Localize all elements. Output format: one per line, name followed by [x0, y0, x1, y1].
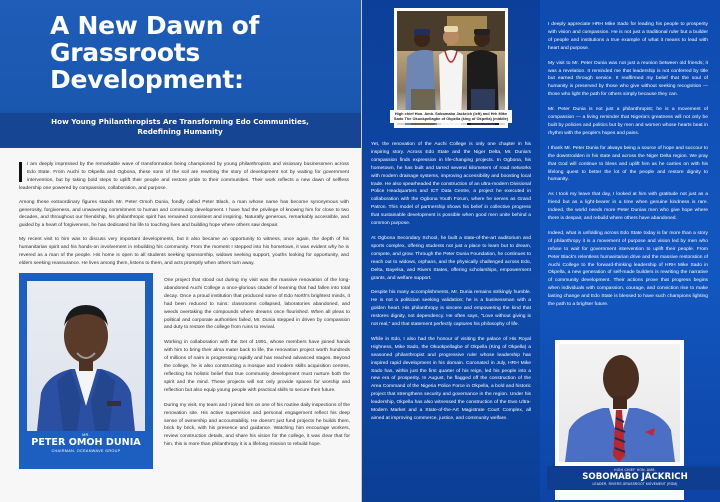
intro-paragraph: I am deeply impressed by the remarkable wave of transformation being championed by young philanthropists and visionary businessmen across Edo State. From Auchi to Okpella and Ogbona, these sons of the soil are rewriting the story of development not by waiting for government intervention, but by taking bold steps to uplift their people and restore pride to their communities. Their work reflects a new dawn of selfless leadership one powered by compassion, collaboration, and purpose.: [19, 162, 349, 191]
intro-text: [19, 161, 349, 274]
caption-name: PETER OMOH DUNIA: [31, 437, 141, 448]
sobomabo-jackrich-caption: [547, 466, 720, 490]
body-paragraph: Despite his many accomplishments, Mr. Dunia remains strikingly humble. He is not a politician seeking validation; he is a businessman with a golden heart. His philanthropy is sincere and empowering the kind that restores dignity, not dependency. He often says, "Love without giving is not real," and that statement perfectly captures his philosophy of life.: [371, 290, 531, 328]
body-paragraph: While in Edo, I also had the honour of visiting the palace of His Royal Highness, Mike Sado, the Okuokpellagbe of Okpella (King of Okpella) a seasoned philanthropist and progressive ruler whose leadership has inspired rapid development in his domain. Coronated in July, HRH Mike Sado has, within just the first quarter of his reign, led his people into a new era of prosperity. In August, he flagged off the construction of the Area Command of the Nigeria Police Force in Okpella, a bold and historic project that strengthens security and governance in the region. Under his leadership, Okpella has also witnessed the construction of the Ewo Ultra-Modern Market and a State-of-the-Art Magistrate Court Complex, all aimed at improving commerce, justice, and community welfare.: [371, 336, 531, 421]
body-paragraph: Working in collaboration with the Set of 1991, whose members have joined hands with him to bring their alma mater back to life, the renovation project worth hundreds of millions of nairs is progressing rapidly and has reached advanced stages. Beyond the college, he is also constructing a mosque and modern skills acquisition centres, reflecting his holistic belief that true community development must nurture both the spirit and the mind. These projects will not only provide spaces for worship and reflection but also equip young people with practical skills to secure their future.: [164, 340, 350, 393]
left-column-2: [164, 277, 350, 456]
body-paragraph: Yet, the renovation of the Auchi College is only one chapter in his inspiring story. Across Edo State and the Niger Delta, Mr. Dunia's compassion finds expression in life-changing projects. In Ogbona, his hometown, he has built and tarred several kilometers of road networks with modern drainage systems, improving accessibility and boosting local trade. He also spearheaded the construction of an ultra-modern Divisional Police Headquarters and ICT Data Centre, a project he executed in collaboration with the Ogbona Youth Forum, where he serves as Grand Patron. This model of partnership shows his belief in collective progress that sustainable development is possible when good men unite behind a common purpose.: [371, 142, 531, 227]
body-paragraph: As I took my leave that day, I looked at him with gratitude not just as a friend but as a light-bearer in a time when genuine kindness is rare. Indeed, the world needs more Peter Dunias men who give hope where there is despair, and rebuild where others have abandoned.: [548, 192, 708, 222]
drop-cap-bar: [19, 162, 22, 182]
body-paragraph: Mr. Peter Dunia is not just a philanthropist; he is a movement of compassion — a living reminder that Nigeria's greatness will not only be built by policies and politics but by men and women whose hearts beat in rhythm with the people's hopes and pains.: [548, 107, 708, 136]
right-column-1: [371, 141, 531, 430]
group-figures-icon: [397, 11, 505, 125]
subheadline: How Young Philanthropists Are Transforming Edo Communities, Redefining Humanity: [51, 117, 309, 136]
caption-role: LEADER, RIVERS GRASSROOT MOVEMENT (RGM): [592, 482, 678, 486]
body-paragraph: I thank Mr. Peter Dunia for always being a source of hope and succour to the downtrodden in his state and across the Niger Delta region. We pray that God will continue to bless and uplift him as he carries on with his lifelong quest to better the lot of the people and restore dignity to humanity.: [548, 145, 708, 183]
headline: A New Dawn of Grassroots Development:: [50, 11, 260, 94]
body-paragraph: I deeply appreciate HRH Mike Sado for leading his people to prosperity with vision and compassion. He is not just a traditional ruler but a builder of people and institutions a true example of what it means to lead with heart and purpose.: [548, 22, 708, 51]
intro-paragraph: Among these extraordinary figures stands Mr. Peter Omoh Dunia, fondly called Peter Black, a man whose name has become synonymous with generosity, forgiveness, and unwavering commitment to human and community development. I have had the privilege of knowing him for close to two decades, and throughout our friendship, his philanthropic spirit has remained consistent and inspiring. Naturally generous, remarkably accessible, and guided by a heart of forgiveness, he has dedicated his life to touching lives and building hope where others saw despair.: [19, 199, 349, 229]
intro-paragraph: My recent visit to him was to discuss very important developments, but it also became an opportunity to witness, once again, the depth of his humanitarian spirit and his hands-on involvement in rebuilding his community. From the moment I stepped into his hometown, it was evident why he is revered as a man of the people. His home is open to all students seeking sponsorship, widows seeking support, youths looking for opportunity, and elders seeking reassurance. He lives among them, listens to them, and acts promptly when others turn away.: [19, 237, 349, 266]
caption-honorific: HIGH CHIEF HON. AMB.: [614, 468, 656, 472]
right-column-2: [548, 21, 708, 316]
body-paragraph: Indeed, what is unfolding across Edo State today is far more than a story of philanthropy it is a movement of purpose and vision led by men who refuse to wait for government intervention to uplift their people. From Peter Black's relentless humanitarian drive and the massive restoration of Auchi College to the forward-thinking leadership of HRH Mike Sado in Okpella, a new generation of self-made builders is rewriting the narrative of community development. Their actions prove that progress begins when individuals with compassion, courage, and conviction rise to make lasting change and Edo State is blessed to have such champions lighting the path to a brighter future.: [548, 230, 708, 308]
caption-role: CHAIRMAN, OCEANWAVE GROUP: [51, 449, 121, 453]
peter-dunia-caption: [19, 433, 153, 453]
body-paragraph: My visit to Mr. Peter Dunia was not just a reunion between old friends; it was a revelation. It reminded me that leadership is not conferred by title but earned through service. It reaffirmed my belief that the soul of humanity is preserved by those who give without seeking recognition — those who light the path for others simply because they can.: [548, 60, 708, 98]
body-paragraph: At Ogbona Secondary School, he built a state-of-the-art auditorium and sports complex, offering students not just a place to learn but to dream, compete, and grow. Through the Peter Dunia Foundation, he continues to reach out to widows, orphans, and the physically challenged across Edo, Delta, Bayelsa, and Rivers States, offering scholarships, empowerment grants, and welfare support.: [371, 235, 531, 281]
body-paragraph: One project that stood out during my visit was the massive renovation of the long-abandoned Auchi College a once-glorious citadel of learning that had fallen into total decay. Once a proud institution that produced some of Edo North's brightest minds, it had been reduced to ruins: classrooms collapsed, laboratories abandoned, and weeds overtaking the compounds where dreams once flourished. When all pleas to political and corporate authorities failed, Mr. Dunia stepped in driven by compassion and duty to restore the college from ruins to revival.: [164, 278, 350, 331]
portrait-figure-icon: [559, 344, 680, 462]
peter-dunia-photo-card: [19, 273, 153, 469]
group-photo-caption: High chief Hon. Amb. Sobomabo Jackrich (left) and Hrh Mike Sado The Okuokpellagbe of Okpella (king of Okpella) (middle): [390, 110, 512, 123]
right-page: [362, 0, 720, 502]
caption-name: SOBOMABO JACKRICH: [582, 472, 688, 482]
sobomabo-jackrich-photo-card: [555, 340, 688, 500]
sobomabo-jackrich-portrait: [559, 344, 680, 462]
body-paragraph: During my visit, my team and I joined him on one of his routine daily inspections of the renovation site. His active supervision and personal engagement reflect his deep sense of ownership and accountability. He doesn't just fund projects he builds them, brick by brick, with his presence and guidance. Watching him encourage workers, review construction details, and share his vision for the college, it was clear that for him, this is more than philanthropy it is a lifelong mission to rebuild hope.: [164, 402, 350, 448]
peter-dunia-portrait: [27, 281, 145, 431]
caption-honorific: MR.: [82, 433, 90, 437]
portrait-figure-icon: [27, 281, 145, 431]
